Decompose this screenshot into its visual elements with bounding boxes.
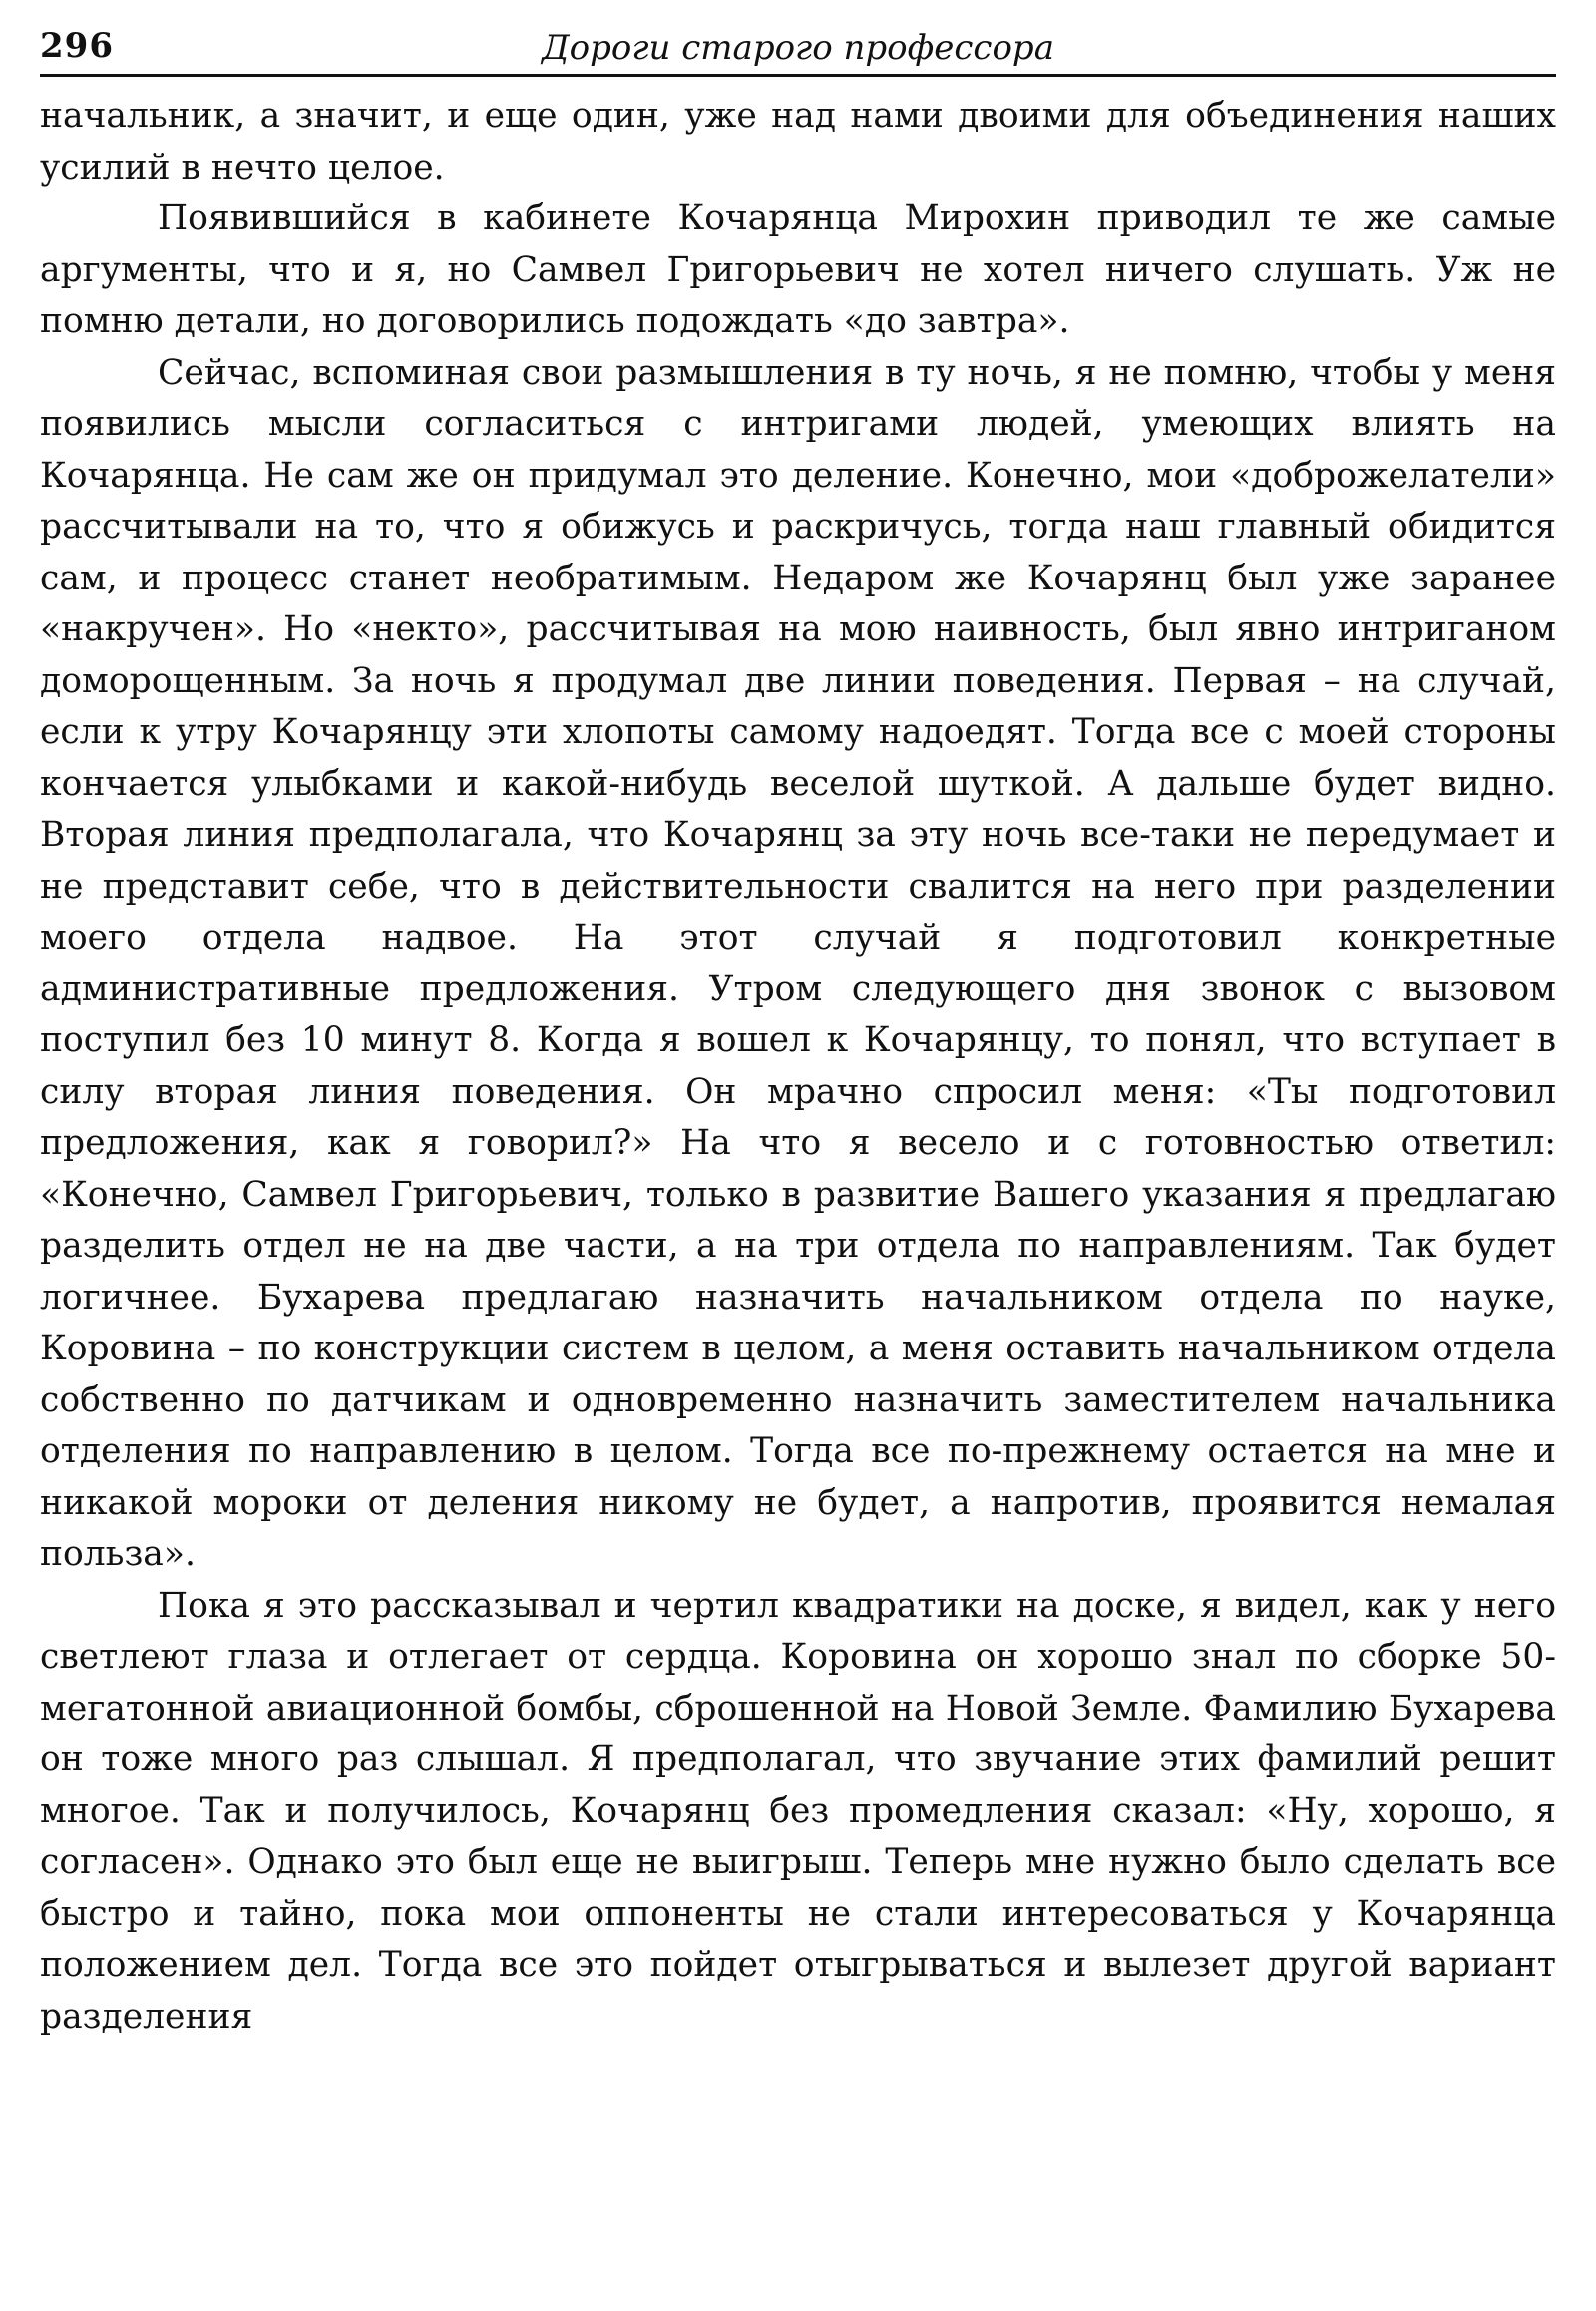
paragraph: Сейчас, вспоминая свои размышления в ту ночь, я не помню, чтобы у меня появились мысли согласиться с интригами людей, умеющих влиять на Кочарянца. Не сам же он придумал это деление. Конечно, мои «доброжелатели» рассчитывали на то, что я обижусь и раскричусь, тогда наш главный обидится сам, и процесс станет необратимым. Недаром же Кочарянц был уже заранее «накручен». Но «некто», рассчитывая на мою наивность, был явно интриганом доморощенным. За ночь я продумал две линии поведения. Первая – на случай, если к утру Кочарянцу эти хлопоты самому надоедят. Тогда все с моей стороны кончается улыбками и какой-нибудь веселой шуткой. А дальше будет видно. Вторая линия предполагала, что Кочарянц за эту ночь все-таки не передумает и не представит себе, что в действительности свалится на него при разделении моего отдела надвое. На этот случай я подготовил конкретные административные предложения. Утром следующего дня звонок с вызовом поступил без 10 минут 8. Когда я вошел к Кочарянцу, то понял, что вступает в силу вторая линия поведения. Он мрачно спросил меня: «Ты подготовил предложения, как я говорил?» На что я весело и с готовностью ответил: «Конечно, Самвел Григорьевич, только в развитие Вашего указания я предлагаю разделить отдел не на две части, а на три отдела по направлениям. Так будет логичнее. Бухарева предлагаю назначить начальником отдела по науке, Коровина – по конструкции систем в целом, а меня оставить начальником отдела собственно по датчикам и одновременно назначить заместителем начальника отделения по направлению в целом. Тогда все по-прежнему остается на мне и никакой мороки от деления никому не будет, а напротив, проявится немалая польза». [40,352,1556,1574]
page-number: 296 [40,26,114,66]
paragraph: Пока я это рассказывал и чертил квадратики на доске, я видел, как у него светлеют глаза и отлегает от сердца. Коровина он хорошо знал по сборке 50-мегатонной авиационной бомбы, сброшенной на Новой Земле. Фамилию Бухарева он тоже много раз слышал. Я предполагал, что звучание этих фамилий решит многое. Так и получилось, Кочарянц без промедления сказал: «Ну, хорошо, я согласен». Однако это был еще не выигрыш. Теперь мне нужно было сделать все быстро и тайно, пока мои оппоненты не стали интересоваться у Кочарянца положением дел. Тогда все это пойдет отыгрываться и вылезет другой вариант разделения [40,1585,1556,2037]
paragraph: Появившийся в кабинете Кочарянца Мирохин приводил те же самые аргументы, что и я, но Самвел Григорьевич не хотел ничего слушать. Уж не помню детали, но договорились подождать «до завтра». [40,198,1556,341]
book-page [40,18,1556,2292]
running-title: Дороги старого профессора [542,28,1054,68]
paragraph-continued: начальник, а значит, и еще один, уже над нами двоими для объединения наших усилий в нечто целое. [40,96,1556,188]
body-text [40,91,1556,2043]
page-header [40,18,1556,77]
